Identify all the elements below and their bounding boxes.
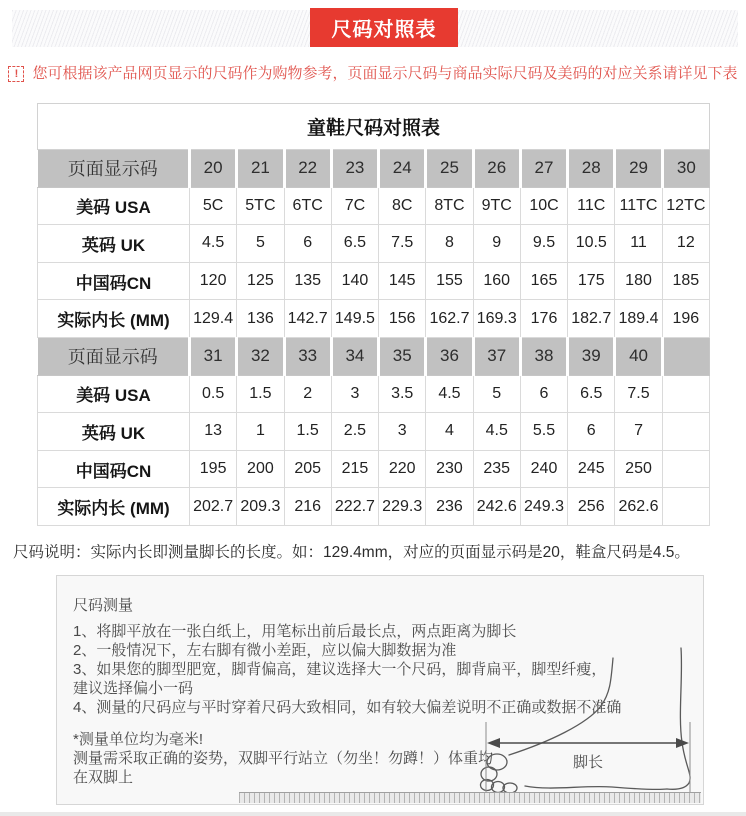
table-cell: 3.5 — [379, 375, 426, 413]
table-cell — [662, 337, 709, 375]
footnote-line: 测量需采取正确的姿势，双脚平行站立（勿坐！勿蹲！）体重均 — [73, 750, 494, 767]
table-cell: 23 — [331, 150, 378, 188]
row-label: 页面显示码 — [38, 337, 190, 375]
table-cell: 37 — [473, 337, 520, 375]
row-label: 页面显示码 — [38, 150, 190, 188]
table-cell: 195 — [190, 450, 237, 488]
table-cell: 3 — [379, 413, 426, 451]
table-cell: 220 — [379, 450, 426, 488]
table-cell: 13 — [190, 413, 237, 451]
exclamation-icon: ! — [8, 66, 24, 82]
table-cell: 142.7 — [284, 300, 331, 338]
table-cell: 202.7 — [190, 488, 237, 526]
table-cell: 215 — [331, 450, 378, 488]
table-cell: 12 — [662, 225, 709, 263]
table-cell: 156 — [379, 300, 426, 338]
table-cell: 29 — [615, 150, 662, 188]
size-table-body — [38, 150, 710, 526]
measure-step: 4、测量的尺码应与平时穿着尺码大致相同，如有较大偏差说明不正确或数据不准确 — [73, 699, 622, 716]
table-cell: 22 — [284, 150, 331, 188]
table-cell: 149.5 — [331, 300, 378, 338]
table-row — [38, 262, 710, 300]
table-cell: 24 — [379, 150, 426, 188]
table-title-row — [38, 104, 710, 150]
table-cell: 40 — [615, 337, 662, 375]
table-cell: 5 — [237, 225, 284, 263]
table-cell: 169.3 — [473, 300, 520, 338]
table-cell: 30 — [662, 150, 709, 188]
table-row — [38, 150, 710, 188]
table-cell: 6.5 — [331, 225, 378, 263]
table-cell: 3 — [331, 375, 378, 413]
table-cell: 6.5 — [568, 375, 615, 413]
table-cell: 125 — [237, 262, 284, 300]
table-row — [38, 337, 710, 375]
measure-text-block — [73, 594, 693, 787]
table-cell: 256 — [568, 488, 615, 526]
table-cell: 176 — [520, 300, 567, 338]
table-cell: 200 — [237, 450, 284, 488]
table-cell: 160 — [473, 262, 520, 300]
table-cell: 245 — [568, 450, 615, 488]
table-cell: 5TC — [237, 187, 284, 225]
table-cell: 38 — [520, 337, 567, 375]
table-cell: 0.5 — [190, 375, 237, 413]
footnote-line: *测量单位均为毫米! — [73, 731, 204, 748]
table-row — [38, 375, 710, 413]
table-cell: 155 — [426, 262, 473, 300]
table-cell: 1.5 — [284, 413, 331, 451]
row-label: 实际内长 (MM) — [38, 300, 190, 338]
measure-footnote — [73, 730, 513, 787]
table-cell: 35 — [379, 337, 426, 375]
table-cell: 6 — [520, 375, 567, 413]
foot-length-label: 脚长 — [572, 754, 604, 771]
measure-step: 3、如果您的脚型肥宽，脚背偏高，建议选择大一个尺码，脚背扁平，脚型纤瘦， — [73, 661, 607, 678]
table-cell: 25 — [426, 150, 473, 188]
measure-panel — [56, 575, 704, 805]
table-cell — [662, 375, 709, 413]
table-cell: 34 — [331, 337, 378, 375]
table-cell: 5 — [473, 375, 520, 413]
table-cell: 4.5 — [426, 375, 473, 413]
table-cell: 180 — [615, 262, 662, 300]
table-cell: 33 — [284, 337, 331, 375]
table-row — [38, 300, 710, 338]
table-cell: 11 — [615, 225, 662, 263]
table-cell: 9 — [473, 225, 520, 263]
table-cell: 10C — [520, 187, 567, 225]
measure-step: 1、将脚平放在一张白纸上，用笔标出前后最长点，两点距离为脚长 — [73, 623, 517, 640]
table-title: 童鞋尺码对照表 — [38, 104, 710, 150]
footnote-line: 在双脚上 — [73, 769, 134, 786]
table-cell: 11TC — [615, 187, 662, 225]
table-row — [38, 450, 710, 488]
table-cell: 240 — [520, 450, 567, 488]
table-cell: 229.3 — [379, 488, 426, 526]
table-cell: 2 — [284, 375, 331, 413]
table-cell: 129.4 — [190, 300, 237, 338]
row-label: 英码 UK — [38, 413, 190, 451]
table-cell: 7 — [615, 413, 662, 451]
table-cell: 236 — [426, 488, 473, 526]
table-row — [38, 225, 710, 263]
table-cell: 8C — [379, 187, 426, 225]
size-table — [37, 103, 710, 526]
table-cell: 209.3 — [237, 488, 284, 526]
row-label: 美码 USA — [38, 187, 190, 225]
table-row — [38, 488, 710, 526]
table-cell: 9TC — [473, 187, 520, 225]
table-cell: 6 — [568, 413, 615, 451]
table-cell: 262.6 — [615, 488, 662, 526]
table-cell: 36 — [426, 337, 473, 375]
page-divider — [0, 812, 746, 816]
row-label: 中国码CN — [38, 450, 190, 488]
table-cell — [662, 413, 709, 451]
table-cell: 7.5 — [615, 375, 662, 413]
table-cell: 185 — [662, 262, 709, 300]
row-label: 实际内长 (MM) — [38, 488, 190, 526]
table-cell: 31 — [190, 337, 237, 375]
table-cell: 145 — [379, 262, 426, 300]
measure-heading: 尺码测量 — [73, 597, 134, 614]
table-cell: 10.5 — [568, 225, 615, 263]
table-cell: 120 — [190, 262, 237, 300]
table-cell: 2.5 — [331, 413, 378, 451]
table-cell: 249.3 — [520, 488, 567, 526]
size-note: 尺码说明：实际内长即测量脚长的长度。如：129.4mm，对应的页面显示码是20，鞋盒尺码是4.5。 — [13, 544, 690, 561]
page-title: 尺码对照表 — [310, 8, 458, 47]
row-label: 中国码CN — [38, 262, 190, 300]
table-cell: 1.5 — [237, 375, 284, 413]
table-cell: 242.6 — [473, 488, 520, 526]
table-cell: 250 — [615, 450, 662, 488]
table-cell: 4.5 — [473, 413, 520, 451]
table-cell: 7.5 — [379, 225, 426, 263]
ruler-graphic — [239, 792, 701, 803]
table-cell: 5.5 — [520, 413, 567, 451]
table-cell: 32 — [237, 337, 284, 375]
table-cell: 230 — [426, 450, 473, 488]
table-cell: 1 — [237, 413, 284, 451]
table-row — [38, 413, 710, 451]
table-cell: 189.4 — [615, 300, 662, 338]
table-cell: 135 — [284, 262, 331, 300]
table-cell: 27 — [520, 150, 567, 188]
table-cell — [662, 450, 709, 488]
table-cell: 26 — [473, 150, 520, 188]
table-cell: 205 — [284, 450, 331, 488]
table-cell: 196 — [662, 300, 709, 338]
table-cell: 182.7 — [568, 300, 615, 338]
table-row — [38, 187, 710, 225]
table-cell: 21 — [237, 150, 284, 188]
table-cell: 12TC — [662, 187, 709, 225]
table-cell: 7C — [331, 187, 378, 225]
table-cell: 9.5 — [520, 225, 567, 263]
table-cell: 11C — [568, 187, 615, 225]
table-cell: 5C — [190, 187, 237, 225]
table-cell: 39 — [568, 337, 615, 375]
table-cell — [662, 488, 709, 526]
table-cell: 6TC — [284, 187, 331, 225]
table-cell: 140 — [331, 262, 378, 300]
row-label: 美码 USA — [38, 375, 190, 413]
row-label: 英码 UK — [38, 225, 190, 263]
table-cell: 216 — [284, 488, 331, 526]
table-cell: 235 — [473, 450, 520, 488]
notice — [0, 64, 746, 84]
measure-step: 建议选择偏小一码 — [73, 680, 194, 697]
table-cell: 6 — [284, 225, 331, 263]
table-cell: 136 — [237, 300, 284, 338]
table-cell: 162.7 — [426, 300, 473, 338]
table-cell: 8 — [426, 225, 473, 263]
table-cell: 222.7 — [331, 488, 378, 526]
table-cell: 165 — [520, 262, 567, 300]
table-cell: 8TC — [426, 187, 473, 225]
measure-step: 2、一般情况下，左右脚有微小差距，应以偏大脚数据为准 — [73, 642, 457, 659]
table-cell: 175 — [568, 262, 615, 300]
table-cell: 20 — [190, 150, 237, 188]
table-cell: 4.5 — [190, 225, 237, 263]
notice-text: 您可根据该产品网页显示的尺码作为购物参考，页面显示尺码与商品实际尺码及美码的对应关系请详见下表 — [32, 65, 738, 82]
table-cell: 28 — [568, 150, 615, 188]
table-cell: 4 — [426, 413, 473, 451]
